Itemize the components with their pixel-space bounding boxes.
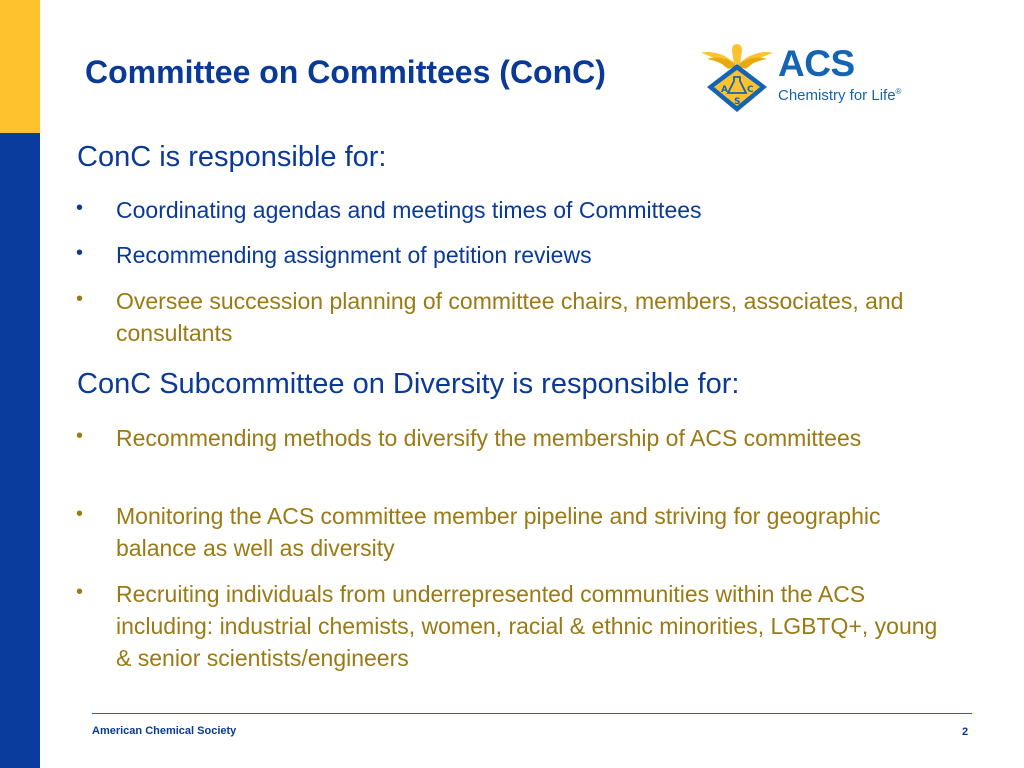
footer-divider [92, 713, 972, 714]
section-heading-conc: ConC is responsible for: [77, 141, 387, 173]
mark-letter-c: C [747, 85, 754, 95]
bullet-text: Recommending methods to diversify the membership of ACS committees [116, 425, 862, 451]
mark-letter-a: A [721, 85, 728, 95]
logo-tagline [778, 83, 901, 105]
logo-brand-text: ACS [778, 43, 855, 84]
acs-logo [697, 40, 917, 116]
bullet-text: Monitoring the ACS committee member pipeline and striving for geographic balance as well as diversity [116, 503, 881, 561]
page-number: 2 [962, 726, 969, 738]
side-accent-gold [0, 0, 40, 133]
bullet-text: Recommending assignment of petition reviews [116, 242, 592, 268]
slide-title: Committee on Committees (ConC) [85, 54, 606, 90]
footer-organization: American Chemical Society [92, 725, 237, 737]
bullet-text: Recruiting individuals from underrepresented communities within the ACS including: industrial chemists, women, racial & ethnic minorities, LGBTQ+, young & senior scientists/engineers [116, 581, 938, 671]
bullet-text: Oversee succession planning of committee chairs, members, associates, and consultants [116, 288, 904, 346]
bullet-dot-icon: • [76, 425, 84, 447]
acs-eagle-diamond-icon [697, 40, 777, 116]
bullet-text: Coordinating agendas and meetings times of Committees [116, 197, 702, 223]
bullet-dot-icon: • [76, 288, 84, 310]
registered-mark: ® [895, 87, 902, 96]
bullet-dot-icon: • [76, 242, 84, 264]
side-accent-blue [0, 133, 40, 768]
section-heading-diversity: ConC Subcommittee on Diversity is responsible for: [77, 368, 740, 400]
mark-letter-s: S [734, 97, 741, 107]
logo-tagline-text: Chemistry for Life [778, 87, 896, 104]
bullet-dot-icon: • [76, 197, 84, 219]
bullet-dot-icon: • [76, 581, 84, 603]
bullet-dot-icon: • [76, 503, 84, 525]
